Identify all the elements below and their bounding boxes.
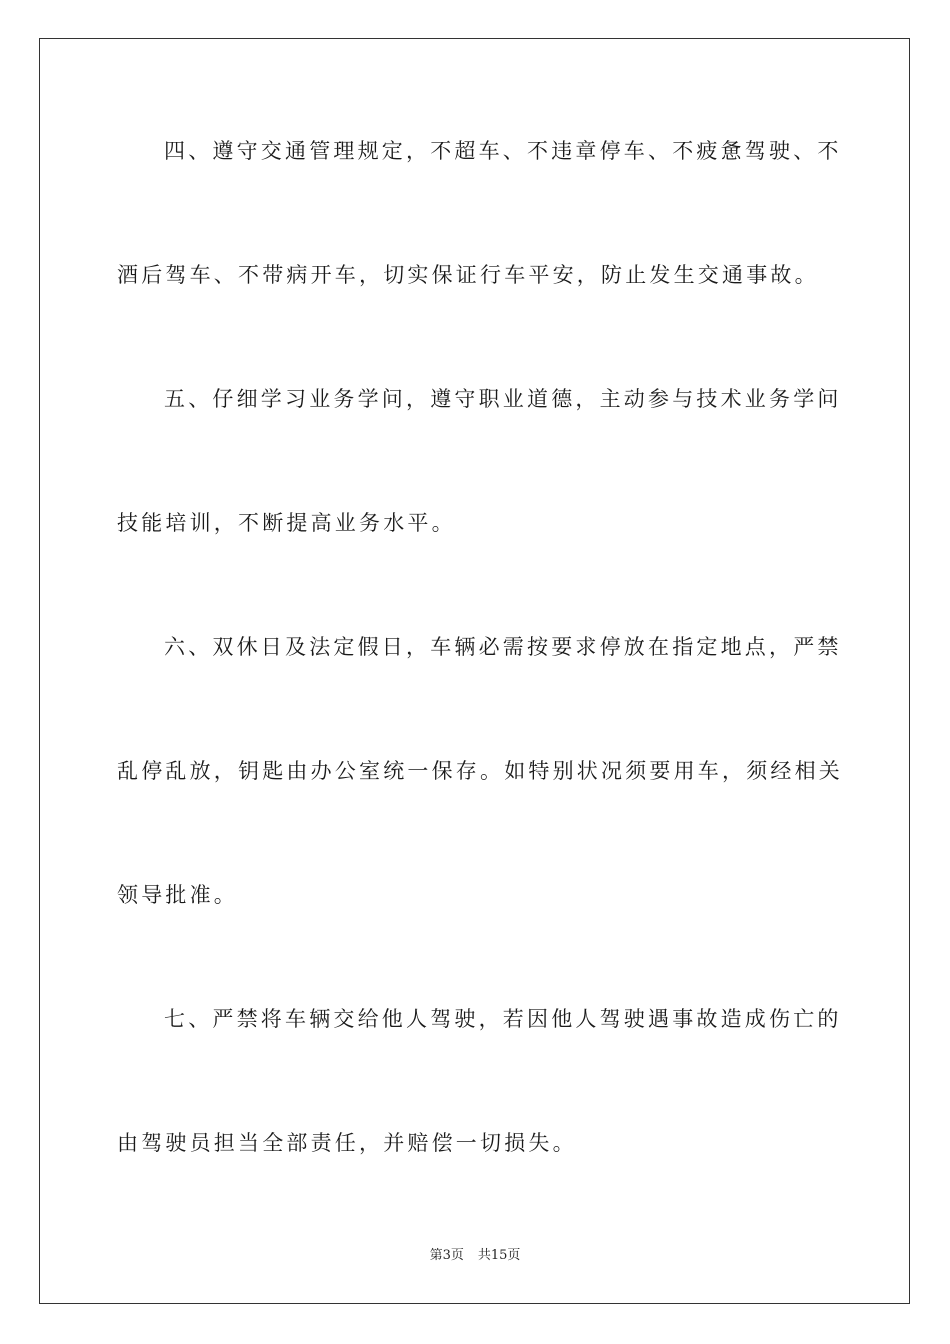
paragraph-5-line-2: 技能培训，不断提高业务水平。 xyxy=(117,511,456,535)
paragraph-7-line-1: 七、严禁将车辆交给他人驾驶，若因他人驾驶遇事故造成伤亡的 xyxy=(164,1007,842,1031)
page-border xyxy=(39,38,910,1304)
paragraph-5-line-1: 五、仔细学习业务学问，遵守职业道德，主动参与技术业务学问 xyxy=(164,387,842,411)
page-number-total: 共15页 xyxy=(477,1248,521,1263)
paragraph-6-line-3: 领导批准。 xyxy=(117,883,238,907)
paragraph-4-line-1: 四、遵守交通管理规定，不超车、不违章停车、不疲惫驾驶、不 xyxy=(164,139,842,163)
paragraph-7-line-2: 由驾驶员担当全部责任，并赔偿一切损失。 xyxy=(117,1131,577,1155)
page-footer xyxy=(0,1249,950,1262)
paragraph-4-line-2: 酒后驾车、不带病开车，切实保证行车平安，防止发生交通事故。 xyxy=(117,263,819,287)
paragraph-6-line-1: 六、双休日及法定假日，车辆必需按要求停放在指定地点，严禁 xyxy=(164,635,842,659)
page-number-current: 第3页 xyxy=(429,1248,464,1263)
paragraph-6-line-2: 乱停乱放，钥匙由办公室统一保存。如特别状况须要用车，须经相关 xyxy=(117,759,843,783)
